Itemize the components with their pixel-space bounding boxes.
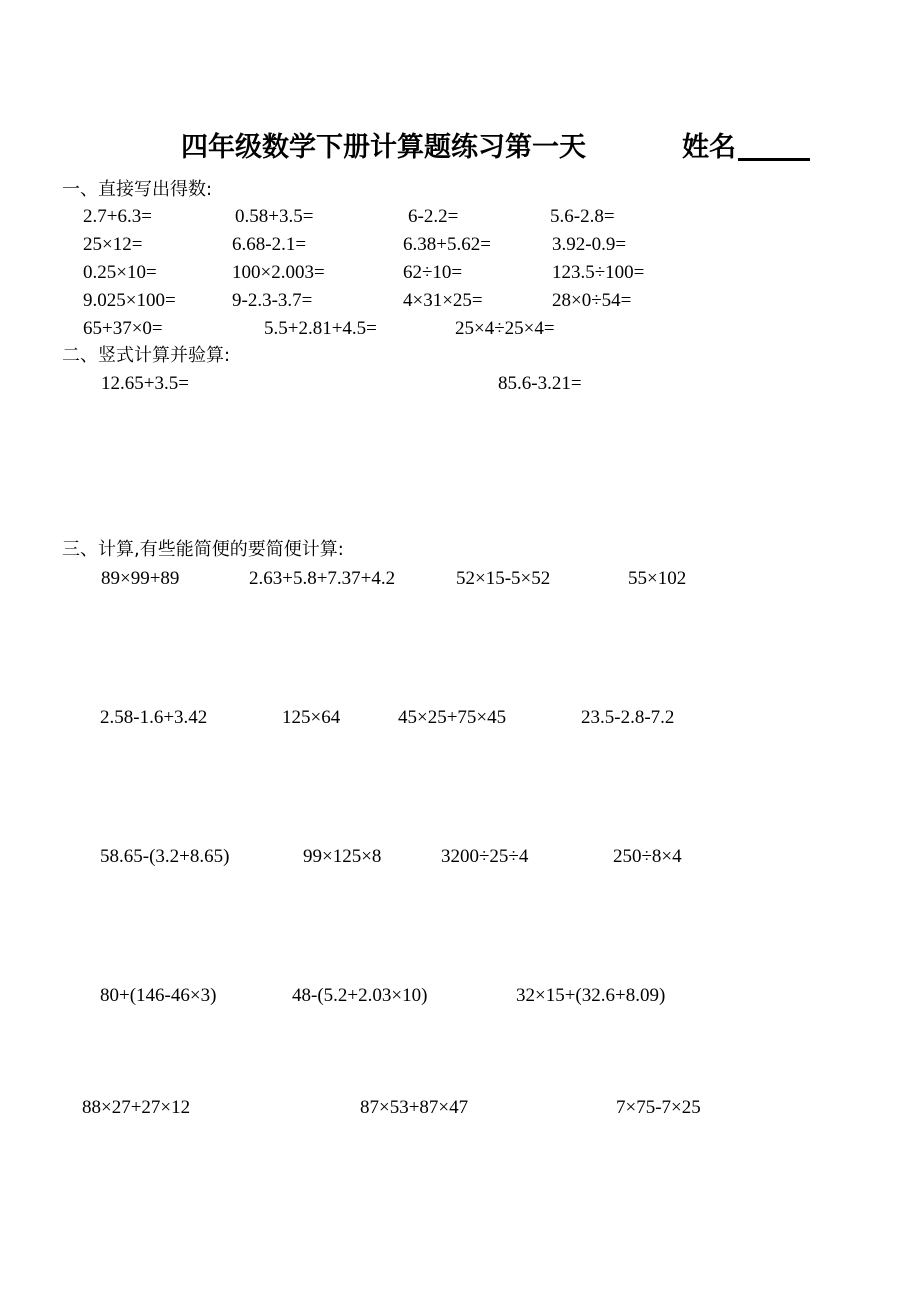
name-blank-line[interactable] bbox=[738, 134, 810, 161]
problem: 0.25×10= bbox=[83, 262, 157, 283]
problem: 45×25+75×45 bbox=[398, 707, 507, 728]
problem: 2.7+6.3= bbox=[83, 206, 152, 227]
problem: 55×102 bbox=[628, 568, 687, 589]
problem: 250÷8×4 bbox=[613, 846, 682, 867]
problem: 25×4÷25×4= bbox=[455, 318, 555, 339]
section3-heading: 三、计算,有些能简便的要简便计算: bbox=[62, 539, 344, 560]
problem: 87×53+87×47 bbox=[360, 1097, 469, 1118]
problem: 6.68-2.1= bbox=[232, 234, 307, 255]
problem: 48-(5.2+2.03×10) bbox=[292, 985, 428, 1006]
problem: 65+37×0= bbox=[83, 318, 163, 339]
problem: 28×0÷54= bbox=[552, 290, 632, 311]
problem: 4×31×25= bbox=[403, 290, 483, 311]
problem: 25×12= bbox=[83, 234, 143, 255]
problem: 5.5+2.81+4.5= bbox=[264, 318, 377, 339]
problem: 3.92-0.9= bbox=[552, 234, 627, 255]
problem: 58.65-(3.2+8.65) bbox=[100, 846, 230, 867]
problem: 2.63+5.8+7.37+4.2 bbox=[249, 568, 396, 589]
name-field[interactable] bbox=[682, 134, 810, 161]
problem: 123.5÷100= bbox=[552, 262, 645, 283]
problem: 32×15+(32.6+8.09) bbox=[516, 985, 666, 1006]
page-title: 四年级数学下册计算题练习第一天 bbox=[181, 132, 586, 163]
problem: 85.6-3.21= bbox=[498, 373, 582, 394]
section2-heading: 二、竖式计算并验算: bbox=[62, 345, 231, 366]
section1-heading: 一、直接写出得数: bbox=[62, 179, 213, 200]
problem: 7×75-7×25 bbox=[616, 1097, 701, 1118]
problem: 23.5-2.8-7.2 bbox=[581, 707, 675, 728]
problem: 100×2.003= bbox=[232, 262, 325, 283]
problem: 5.6-2.8= bbox=[550, 206, 615, 227]
name-label: 姓名 bbox=[682, 132, 736, 163]
problem: 12.65+3.5= bbox=[101, 373, 189, 394]
problem: 6-2.2= bbox=[408, 206, 459, 227]
problem: 62÷10= bbox=[403, 262, 463, 283]
problem: 2.58-1.6+3.42 bbox=[100, 707, 208, 728]
problem: 3200÷25÷4 bbox=[441, 846, 529, 867]
problem: 0.58+3.5= bbox=[235, 206, 314, 227]
problem: 6.38+5.62= bbox=[403, 234, 491, 255]
problem: 80+(146-46×3) bbox=[100, 985, 217, 1006]
problem: 52×15-5×52 bbox=[456, 568, 551, 589]
problem: 9.025×100= bbox=[83, 290, 176, 311]
problem: 99×125×8 bbox=[303, 846, 382, 867]
problem: 125×64 bbox=[282, 707, 341, 728]
problem: 88×27+27×12 bbox=[82, 1097, 191, 1118]
problem: 89×99+89 bbox=[101, 568, 180, 589]
problem: 9-2.3-3.7= bbox=[232, 290, 313, 311]
